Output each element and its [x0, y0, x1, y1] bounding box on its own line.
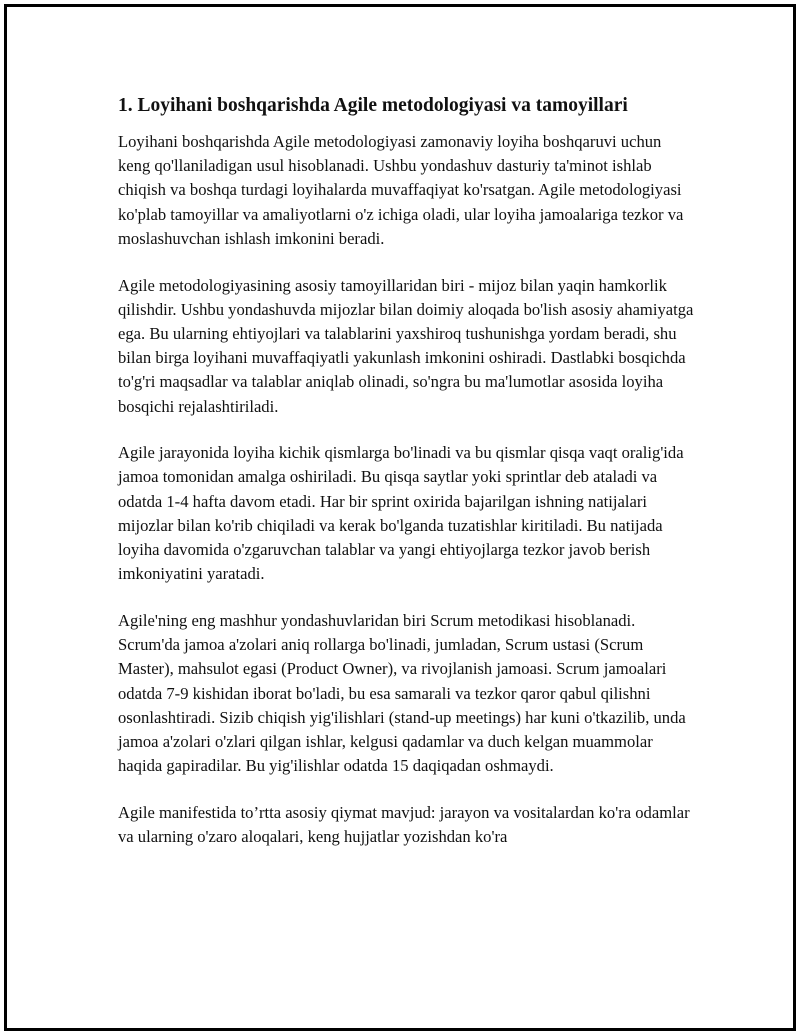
paragraph-5: Agile manifestida to’rtta asosiy qiymat mavjud: jarayon va vositalardan ko'ra odamlar va ularning o'zaro aloqalari, keng hujjatlar yozishdan ko'ra: [118, 802, 690, 847]
paragraph-4: Agile'ning eng mashhur yondashuvlaridan biri Scrum metodikasi hisoblanadi. Scrum'da jamoa a'zolari aniq rollarga bo'linadi, jumladan, Scrum ustasi (Scrum Master), mahsulot egasi (Product Owner), va rivojlanish jamoasi. Scrum jamoalari odatda 7-9 kishidan iborat bo'ladi, bu esa samarali va tezkor qaror qabul qilishni osonlashtiradi. Sizib chiqish yig'ilishlari (stand-up meetings) har kuni o'tkazilib, unda jamoa a'zolari o'zlari qilgan ishlar, kelgusi qadamlar va duch kelgan muammolar haqida gapiradilar. Bu yig'ilishlar odatda 15 daqiqadan oshmaydi.: [118, 610, 686, 776]
section-heading: 1. Loyihani boshqarishda Agile metodologiyasi va tamoyillari: [118, 95, 628, 116]
paragraph-3: Agile jarayonida loyiha kichik qismlarga bo'linadi va bu qismlar qisqa vaqt oralig'ida jamoa tomonidan amalga oshiriladi. Bu qisqa saytlar yoki sprintlar deb ataladi va odatda 1-4 hafta davom etadi. Har bir sprint oxirida bajarilgan ishning natijalari mijozlar bilan ko'rib chiqiladi va kerak bo'lganda tuzatishlar kiritiladi. Bu natijada loyiha davomida o'zgaruvchan talablar va yangi ehtiyojlarga tezkor javob berish imkoniyatini yaratadi.: [118, 443, 684, 584]
paragraph-1: Loyihani boshqarishda Agile metodologiyasi zamonaviy loyiha boshqaruvi uchun keng qo'llaniladigan usul hisoblanadi. Ushbu yondashuv dasturiy ta'minot ishlab chiqish va boshqa turdagi loyihalarda muvaffaqiyat ko'rsatgan. Agile metodologiyasi ko'plab tamoyillar va amaliyotlarni o'z ichiga oladi, ular loyiha jamoalariga tezkor va moslashuvchan ishlash imkonini beradi.: [118, 132, 684, 248]
document-body: [115, 92, 695, 872]
paragraph-2: Agile metodologiyasining asosiy tamoyillaridan biri - mijoz bilan yaqin hamkorlik qilishdir. Ushbu yondashuvda mijozlar bilan doimiy aloqada bo'lish asosiy ahamiyatga ega. Bu ularning ehtiyojlari va talablarini yaxshiroq tushunishga yordam beradi, shu bilan birga loyihani muvaffaqiyatli yakunlash imkonini oshiradi. Dastlabki bosqichda to'g'ri maqsadlar va talablar aniqlab olinadi, so'ngra bu ma'lumotlar asosida loyiha bosqichi rejalashtiriladi.: [118, 275, 694, 416]
